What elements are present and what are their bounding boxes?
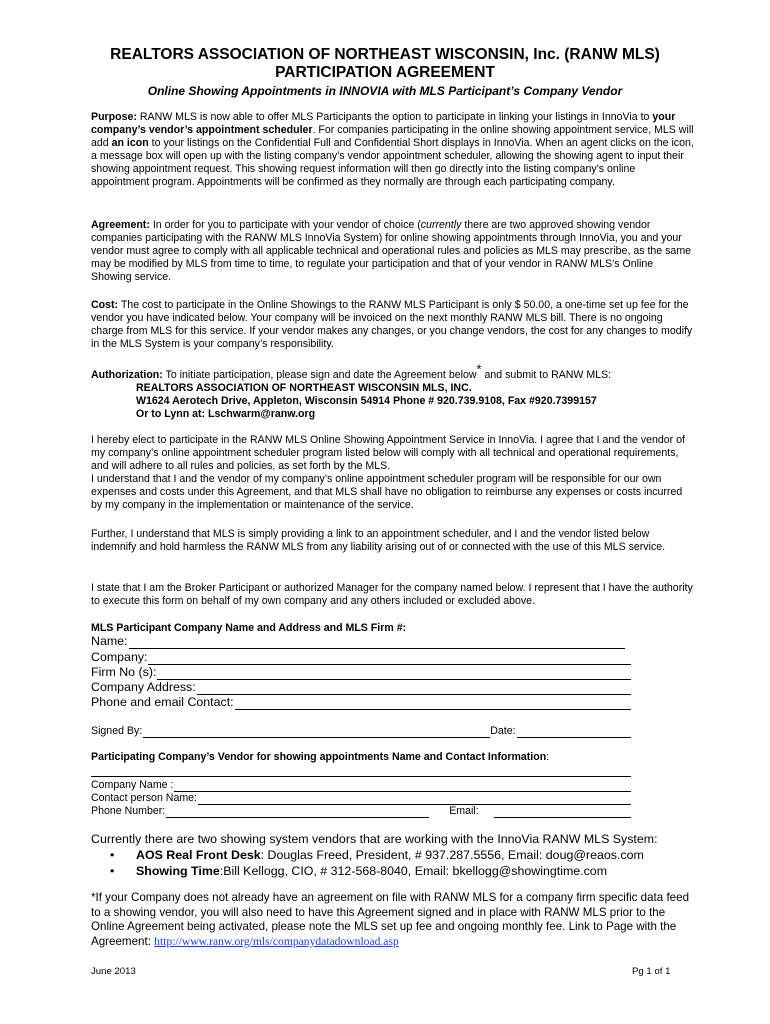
document-subtitle: PARTICIPATION AGREEMENT [275,64,495,81]
purpose-text-2: . For companies participating in the online showing appointment service, MLS will add [91,124,694,150]
signed-by-label: Signed By: [91,725,143,737]
vendors-intro: Currently there are two showing system vendors that are working with the InnoVia RANW MLS System: [91,832,658,846]
elect-text-1: I hereby elect to participate in the RANW MLS Online Showing Appointment Service in InnoVia. I agree that I and the vendor of my company’s online appointment scheduler program listed below will comply with all technical and operational requirements, and will adhere to all rules and policies, as set forth by the MLS. [91,434,685,473]
vendor-person-label: Contact person Name: [91,792,197,804]
agreement-text-2: there are two approved showing vendor companies participating with the RANW MLS InnoVia System) for online showing appointments through InnoVia, you and your vendor must agree to comply with all applicable technical and operational rules and policies as MLS may prescribe, as the same may be modified by MLS from time to time, to regulate your participation and that of your vendor in RANW MLS’s Online Showing service. [91,219,692,284]
participant-heading: MLS Participant Company Name and Address and MLS Firm #: [91,622,407,634]
agreement-download-link[interactable]: http://www.ranw.org/mls/companydatadownload.asp [154,934,399,948]
vendor-phone-line[interactable] [166,807,429,818]
elect-paragraph [91,434,695,513]
vendor-heading-colon: : [546,751,550,763]
participant-contact-line[interactable] [235,698,631,710]
state-paragraph: I state that I am the Broker Participant or authorized Manager for the company named below. I represent that I have the authority to execute this form on behalf of my own company and any others included or excluded above. [91,582,693,608]
mls-contact-email: Or to Lynn at: Lschwarm@ranw.org [136,408,316,420]
purpose-bold-2: an icon [111,137,149,150]
vendor-person-line[interactable] [198,794,631,805]
vendor-company-field[interactable] [91,779,631,792]
note-paragraph [91,891,695,949]
authorization-label: Authorization: [91,369,163,381]
vendor-company-line[interactable] [174,781,631,792]
participant-name-field[interactable] [91,634,625,649]
bullet-icon: • [110,848,115,862]
agreement-paragraph [91,219,695,284]
footer-page-number: Pg 1 of 1 [632,966,671,977]
vendor-company-label: Company Name : [91,779,174,791]
purpose-label: Purpose: [91,111,137,123]
footer-date: June 2013 [91,966,136,977]
date-label: Date: [490,725,516,737]
participant-company-field[interactable] [91,650,631,665]
cost-label: Cost: [91,299,119,311]
vendor-blank-line[interactable] [91,776,631,777]
date-line[interactable] [517,727,631,738]
agreement-text-1: In order for you to participate with your vendor of choice ( [149,219,421,231]
purpose-bold-1: your company’s vendor’s appointment scheduler [91,111,676,137]
vendor-email-label: Email: [449,805,479,817]
vendor-showingtime-name: Showing Time [136,864,220,878]
vendor-list-item-showingtime [110,864,710,880]
participant-address-label: Company Address: [91,680,196,694]
vendor-email-line[interactable] [494,807,631,818]
cost-paragraph [91,299,695,351]
vendor-showingtime-info: :Bill Kellogg, CIO, # 312-568-8040, Email: bkellogg@showingtime.com [219,864,608,878]
participant-company-label: Company: [91,650,148,664]
purpose-text-3: to your listings on the Confidential Full and Confidential Short displays in InnoVia. When an agent clicks on the icon, a message box will open up with the listing company’s vendor appointment scheduler, allowing the showing agent to input their showing appointment request. This showing request information will then go directly into the listing company’s online appointment program. Appointments will be confirmed as they normally are through each participating company. [91,137,694,189]
authorization-paragraph [91,361,695,382]
note-text: *If your Company does not already have an agreement on file with RANW MLS for a company firm specific data feed to a showing vendor, you will also need to have this Agreement signed and in place with RANW MLS prior to the Online Agreement being activated, please note the MLS set up fee and ongoing monthly fee. Link to Page with the Agreement: [91,891,690,948]
vendor-heading [91,751,695,764]
participant-contact-label: Phone and email Contact: [91,695,234,709]
participant-name-label: Name: [91,634,128,648]
signature-line[interactable] [143,727,490,738]
participant-address-field[interactable] [91,680,631,695]
mls-address-line-1: REALTORS ASSOCIATION OF NORTHEAST WISCONSIN MLS, INC. [136,382,472,394]
participant-firm-field[interactable] [91,665,631,680]
vendor-phone-row [91,805,631,818]
participant-company-line[interactable] [148,653,631,665]
authorization-text-1: To initiate participation, please sign and date the Agreement below [162,369,477,381]
authorization-text-2: and submit to RANW MLS: [481,369,612,381]
elect-text-2: I understand that I and the vendor of my company’s online appointment scheduler program will be responsible for our own expenses and costs under this Agreement, and that MLS shall have no obligation to reimburse any expenses or costs incurred by my company in the implementation or maintenance of the service. [91,473,683,512]
participant-address-line[interactable] [197,683,631,695]
participant-contact-field[interactable] [91,695,631,710]
purpose-paragraph [91,111,695,190]
document-tagline: Online Showing Appointments in INNOVIA with MLS Participant’s Company Vendor [147,84,623,98]
mls-address-line-2: W1624 Aerotech Drive, Appleton, Wisconsin 54914 Phone # 920.739.9108, Fax #920.7399157 [136,395,597,407]
further-paragraph: Further, I understand that MLS is simply providing a link to an appointment scheduler, and I and the vendor listed below indemnify and hold harmless the RANW MLS from any liability arising out of or connected with the use of this MLS service. [91,528,666,554]
bullet-icon: • [110,864,115,878]
purpose-text-1: RANW MLS is now able to offer MLS Participants the option to participate in linking your listings in InnoVia to [136,111,653,123]
signature-row [91,725,631,738]
document-title: REALTORS ASSOCIATION OF NORTHEAST WISCONSIN, Inc. (RANW MLS) [110,46,660,63]
vendor-aos-name: AOS Real Front Desk [136,848,261,862]
vendor-heading-text: Participating Company’s Vendor for showing appointments Name and Contact Information [91,751,547,763]
participant-name-line[interactable] [129,637,626,649]
vendor-aos-info: : Douglas Freed, President, # 937.287.5556, Email: doug@reaos.com [260,848,644,862]
vendor-person-field[interactable] [91,792,631,805]
participant-firm-label: Firm No (s): [91,665,157,679]
vendor-phone-label: Phone Number: [91,805,166,817]
cost-text: The cost to participate in the Online Showings to the RANW MLS Participant is only $ 50.00, a one-time set up fee for the vendor you have indicated below. Your company will be invoiced on the next monthly RANW MLS bill. There is no ongoing charge from MLS for this service. If your vendor makes any changes, or you change vendors, the cost for any changes to modify in the MLS System is your company’s responsibility. [91,299,693,351]
agreement-label: Agreement: [91,219,150,231]
agreement-italic: currently [420,219,462,231]
vendor-list-item-aos [110,848,710,864]
asterisk-mark: * [476,361,482,377]
participant-firm-line[interactable] [157,668,631,680]
